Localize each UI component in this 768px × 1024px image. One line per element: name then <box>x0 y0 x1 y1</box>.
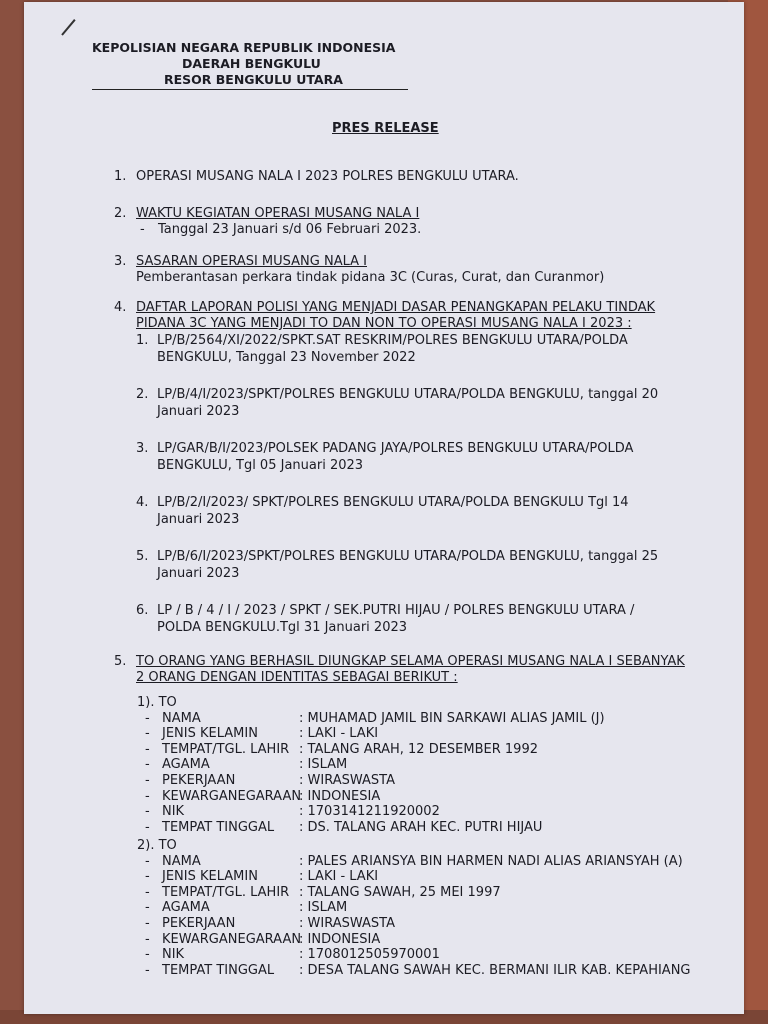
section-2-bullet: - <box>140 222 145 237</box>
section-4-heading-line-1: DAFTAR LAPORAN POLISI YANG MENJADI DASAR PENANGKAPAN PELAKU TINDAK <box>136 300 656 315</box>
report-item-3-number: 3. <box>136 441 149 456</box>
person-2-field-key: JENIS KELAMIN <box>162 869 258 884</box>
report-item-5-number: 5. <box>136 549 149 564</box>
header-rule <box>92 89 408 90</box>
field-dash: - <box>145 885 150 900</box>
person-1-field-value: : WIRASWASTA <box>299 773 395 788</box>
person-2-field-value: : LAKI - LAKI <box>299 869 379 884</box>
header-line-3: RESOR BENGKULU UTARA <box>164 72 343 87</box>
report-item-4-line-2: Januari 2023 <box>157 512 240 527</box>
person-2-label: 2). TO <box>137 838 177 853</box>
header-line-2: DAERAH BENGKULU <box>182 56 321 71</box>
person-2-field-value: : DESA TALANG SAWAH KEC. BERMANI ILIR KAB. KEPAHIANG <box>299 963 691 978</box>
field-dash: - <box>145 963 150 978</box>
person-1-field-key: NIK <box>162 804 185 819</box>
person-1-field-key: NAMA <box>162 711 201 726</box>
section-1-text: OPERASI MUSANG NALA I 2023 POLRES BENGKULU UTARA. <box>136 169 519 184</box>
section-3-heading: SASARAN OPERASI MUSANG NALA I <box>136 254 367 269</box>
field-dash: - <box>145 757 150 772</box>
field-dash: - <box>145 804 150 819</box>
person-1-field-value: : MUHAMAD JAMIL BIN SARKAWI ALIAS JAMIL (J) <box>299 711 605 726</box>
person-2-field-key: TEMPAT/TGL. LAHIR <box>162 885 290 900</box>
report-item-5-line-1: LP/B/6/I/2023/SPKT/POLRES BENGKULU UTARA/POLDA BENGKULU, tanggal 25 <box>157 549 659 564</box>
person-1-field-value: : LAKI - LAKI <box>299 726 379 741</box>
person-2-field-key: TEMPAT TINGGAL <box>162 963 275 978</box>
field-dash: - <box>145 900 150 915</box>
report-item-1-line-2: BENGKULU, Tanggal 23 November 2022 <box>157 350 416 365</box>
header-line-1: KEPOLISIAN NEGARA REPUBLIK INDONESIA <box>92 40 396 55</box>
section-2-detail: Tanggal 23 Januari s/d 06 Februari 2023. <box>158 222 422 237</box>
section-3-number: 3. <box>114 254 127 269</box>
section-2-heading: WAKTU KEGIATAN OPERASI MUSANG NALA I <box>136 206 420 221</box>
field-dash: - <box>145 869 150 884</box>
section-2-number: 2. <box>114 206 127 221</box>
person-1-field-key: PEKERJAAN <box>162 773 236 788</box>
person-1-field-key: JENIS KELAMIN <box>162 726 258 741</box>
person-2-field-key: AGAMA <box>162 900 210 915</box>
report-item-4-number: 4. <box>136 495 149 510</box>
person-2-field-key: NIK <box>162 947 185 962</box>
field-dash: - <box>145 820 150 835</box>
report-item-2-number: 2. <box>136 387 149 402</box>
person-2-field-key: PEKERJAAN <box>162 916 236 931</box>
report-item-5-line-2: Januari 2023 <box>157 566 240 581</box>
person-2-field-value: : TALANG SAWAH, 25 MEI 1997 <box>299 885 501 900</box>
person-1-field-key: KEWARGANEGARAAN <box>162 789 302 804</box>
section-4-number: 4. <box>114 300 127 315</box>
page-title: PRES RELEASE <box>332 121 439 136</box>
report-item-1-number: 1. <box>136 333 149 348</box>
person-2-field-value: : PALES ARIANSYA BIN HARMEN NADI ALIAS ARIANSYAH (A) <box>299 854 683 869</box>
report-item-2-line-1: LP/B/4/I/2023/SPKT/POLRES BENGKULU UTARA/POLDA BENGKULU, tanggal 20 <box>157 387 659 402</box>
section-5-number: 5. <box>114 654 127 669</box>
report-item-6-number: 6. <box>136 603 149 618</box>
field-dash: - <box>145 742 150 757</box>
person-2-field-key: NAMA <box>162 854 201 869</box>
section-5-heading-line-1: TO ORANG YANG BERHASIL DIUNGKAP SELAMA OPERASI MUSANG NALA I SEBANYAK <box>136 654 685 669</box>
section-5-heading-line-2: 2 ORANG DENGAN IDENTITAS SEBAGAI BERIKUT : <box>136 670 458 685</box>
field-dash: - <box>145 932 150 947</box>
report-item-3-line-1: LP/GAR/B/I/2023/POLSEK PADANG JAYA/POLRES BENGKULU UTARA/POLDA <box>157 441 634 456</box>
report-item-6-line-2: POLDA BENGKULU.Tgl 31 Januari 2023 <box>157 620 408 635</box>
field-dash: - <box>145 711 150 726</box>
field-dash: - <box>145 726 150 741</box>
report-item-4-line-1: LP/B/2/I/2023/ SPKT/POLRES BENGKULU UTARA/POLDA BENGKULU Tgl 14 <box>157 495 629 510</box>
person-1-field-value: : DS. TALANG ARAH KEC. PUTRI HIJAU <box>299 820 543 835</box>
person-2-field-value: : INDONESIA <box>299 932 381 947</box>
person-1-field-value: : INDONESIA <box>299 789 381 804</box>
person-1-field-value: : ISLAM <box>299 757 348 772</box>
report-item-1-line-1: LP/B/2564/XI/2022/SPKT.SAT RESKRIM/POLRES BENGKULU UTARA/POLDA <box>157 333 628 348</box>
person-1-field-key: TEMPAT TINGGAL <box>162 820 275 835</box>
person-2-field-key: KEWARGANEGARAAN <box>162 932 302 947</box>
field-dash: - <box>145 854 150 869</box>
person-1-field-key: TEMPAT/TGL. LAHIR <box>162 742 290 757</box>
person-2-field-value: : WIRASWASTA <box>299 916 395 931</box>
person-1-field-value: : 1703141211920002 <box>299 804 440 819</box>
person-1-label: 1). TO <box>137 695 177 710</box>
report-item-6-line-1: LP / B / 4 / I / 2023 / SPKT / SEK.PUTRI HIJAU / POLRES BENGKULU UTARA / <box>157 603 635 618</box>
field-dash: - <box>145 789 150 804</box>
section-1-number: 1. <box>114 169 127 184</box>
section-3-detail: Pemberantasan perkara tindak pidana 3C (Curas, Curat, dan Curanmor) <box>136 270 605 285</box>
field-dash: - <box>145 947 150 962</box>
field-dash: - <box>145 916 150 931</box>
field-dash: - <box>145 773 150 788</box>
person-1-field-key: AGAMA <box>162 757 210 772</box>
person-2-field-value: : 1708012505970001 <box>299 947 440 962</box>
person-1-field-value: : TALANG ARAH, 12 DESEMBER 1992 <box>299 742 538 757</box>
section-4-heading-line-2: PIDANA 3C YANG MENJADI TO DAN NON TO OPERASI MUSANG NALA I 2023 : <box>136 316 632 331</box>
report-item-2-line-2: Januari 2023 <box>157 404 240 419</box>
person-2-field-value: : ISLAM <box>299 900 348 915</box>
report-item-3-line-2: BENGKULU, Tgl 05 Januari 2023 <box>157 458 364 473</box>
